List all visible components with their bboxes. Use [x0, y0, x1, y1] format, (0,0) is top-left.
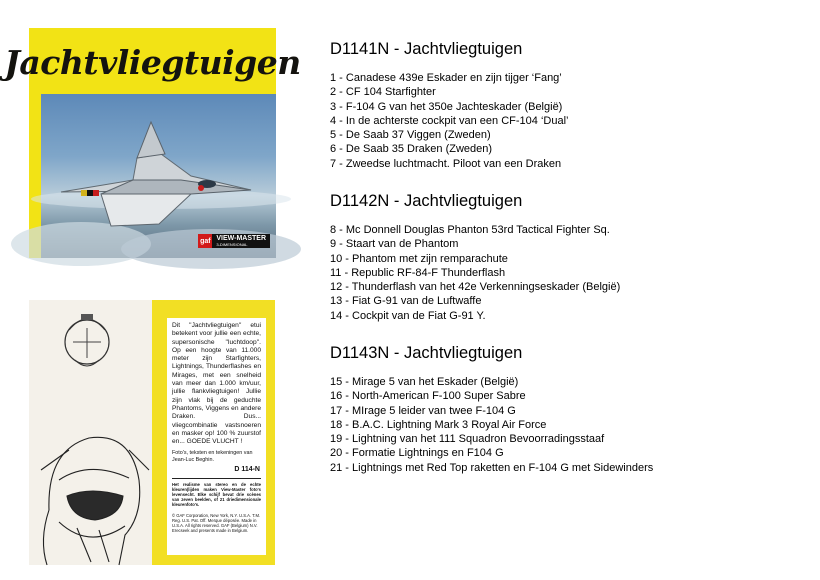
list-item: 9 - Staart van de Phantom — [330, 238, 459, 251]
set-title: D1142N - Jachtvliegtuigen — [330, 192, 523, 210]
pilot-sketch — [41, 437, 149, 565]
set-title: D1143N - Jachtvliegtuigen — [330, 344, 523, 362]
back-fine-print: Het realisme van stereo en de echte kleuren(lijden maken View-Master foto's levensecht. Elke schijf bevat drie scènes van zeven beelden, of 21 driedimensionale kleurenfoto's. — [172, 481, 261, 508]
list-item: 21 - Lightnings met Red Top raketten en F-104 G met Sidewinders — [330, 461, 654, 474]
list-item: 11 - Republic RF-84-F Thunderflash — [330, 266, 506, 279]
list-item: 18 - B.A.C. Lightning Mark 3 Royal Air Force — [330, 418, 547, 431]
list-item: 7 - Zweedse luchtmacht. Piloot van een Draken — [330, 157, 562, 170]
cover-title: Jachtvliegtuigen — [4, 42, 301, 82]
set-item-list — [330, 375, 653, 475]
list-item: 4 - In de achterste cockpit van een CF-104 ‘Dual’ — [330, 114, 569, 127]
viewmaster-badge — [198, 234, 270, 248]
list-item: 3 - F-104 G van het 350e Jachteskader (België) — [330, 100, 563, 113]
back-cover — [29, 300, 275, 565]
set-d1141n — [330, 39, 568, 171]
back-credit: Foto's, teksten en tekeningen van Jean-Luc Beghin. — [172, 450, 253, 464]
set-title: D1141N - Jachtvliegtuigen — [330, 40, 523, 58]
list-item: 8 - Mc Donnell Douglas Phanton 53rd Tactical Fighter Sq. — [330, 224, 610, 236]
crest-icon — [65, 314, 109, 366]
list-item: 16 - North-American F-100 Super Sabre — [330, 390, 526, 403]
list-item: 2 - CF 104 Starfighter — [330, 86, 436, 99]
pilot-sketch-illustration — [29, 300, 153, 565]
list-item: 12 - Thunderflash van het 42e Verkenningseskader (België) — [330, 281, 621, 294]
front-cover — [4, 28, 301, 258]
back-text-box — [167, 318, 266, 555]
set-d1143n — [330, 343, 653, 475]
list-item: 20 - Formatie Lightnings en F104 G — [330, 447, 504, 460]
list-item: 15 - Mirage 5 van het Eskader (België) — [330, 376, 519, 388]
viewmaster-logo — [212, 234, 270, 248]
cover-photo — [41, 94, 276, 258]
list-item: 1 - Canadese 439e Eskader en zijn tijger ‘Fang’ — [330, 72, 562, 84]
set-item-list — [330, 223, 620, 323]
viewmaster-name: VIEW-MASTER — [216, 235, 266, 242]
list-item: 5 - De Saab 37 Viggen (Zweden) — [330, 129, 491, 142]
back-blurb: Dit ''Jachtvliegtuigen'' etui betekent voor jullie een echte, supersonische ''luchtdoop''. Op een hoogte van 11.000 meter zijn Starfighters, Lightnings, Thunderflashes en Mirages, met een snelheid van meer dan 1.000 km/uur, jullie flankvliegtuigen! Jullie zijn vlak bij de geduchte Phantoms, Viggens en andere Draken. Dus... vliegcombinatie vastsnoeren en masker op! 100 % zuurstof en... GOEDE VLUCHT ! — [172, 322, 261, 446]
list-item: 10 - Phantom met zijn remparachute — [330, 252, 508, 265]
set-d1142n — [330, 191, 620, 323]
viewmaster-subtitle: 3-DIMENSIONAL — [216, 242, 248, 247]
list-item: 14 - Cockpit van de Fiat G-91 Y. — [330, 309, 486, 322]
list-item: 13 - Fiat G-91 van de Luftwaffe — [330, 295, 482, 308]
list-item: 19 - Lightning van het 111 Squadron Bevoorradingsstaaf — [330, 433, 605, 446]
back-product-code: D 114-N — [234, 465, 260, 473]
set-item-list — [330, 71, 568, 171]
back-yellow-panel — [152, 300, 275, 565]
list-item: 17 - MIrage 5 leider van twee F-104 G — [330, 404, 516, 417]
gaf-logo: gaf — [198, 234, 212, 248]
list-item: 6 - De Saab 35 Draken (Zweden) — [330, 143, 493, 156]
back-copyright: © GAF Corporation, New York, N.Y. U.S.A. T.M. Reg. U.S. Pat. Off. Merque déposée. Made in U.S.A. All rights reserved. GAF (Belgium) N.V. Erecseek and presents made in Belgium. — [172, 512, 261, 534]
